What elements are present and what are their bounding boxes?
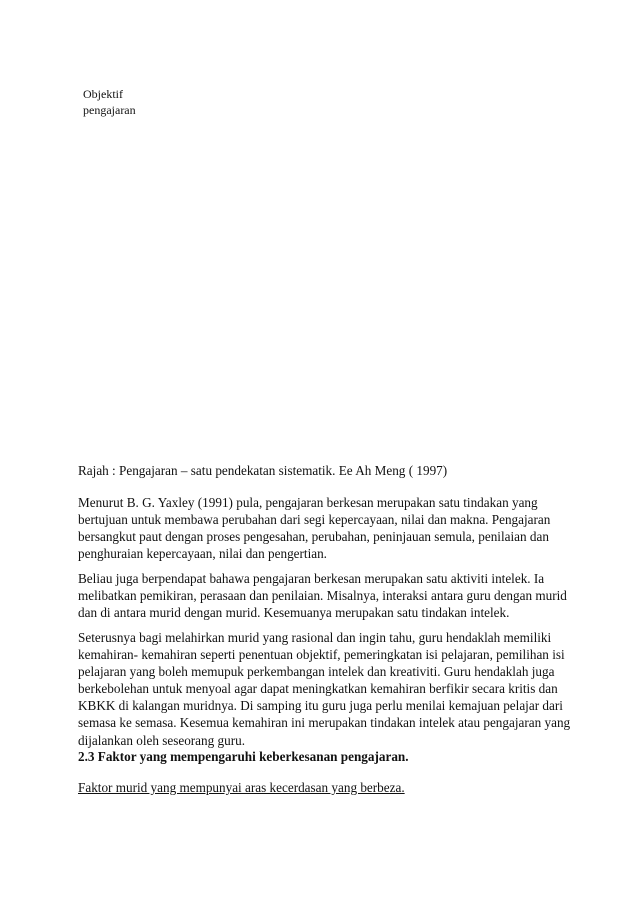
paragraph-line: pelajaran yang boleh memupuk perkembangan intelek dan kreativiti. Guru hendaklah juga [78,664,555,680]
diagram-area [78,80,558,450]
section-heading: 2.3 Faktor yang mempengaruhi keberkesanan pengajaran. [78,749,409,764]
paragraph-line: KBKK di kalangan muridnya. Di samping itu guru juga perlu menilai kemajuan pelajar dari [78,698,563,714]
paragraph-1 [78,494,568,562]
paragraph-line: penghuraian kepercayaan, nilai dan pengertian. [78,546,327,562]
figure-caption: Rajah : Pengajaran – satu pendekatan sistematik. Ee Ah Meng ( 1997) [78,463,448,478]
paragraph-line: kemahiran- kemahiran seperti penentuan objektif, pemeringkatan isi pelajaran, pemilihan isi [78,647,565,663]
paragraph-line: Seterusnya bagi melahirkan murid yang rasional dan ingin tahu, guru hendaklah memiliki [78,630,552,645]
diagram-label-line-2: pengajaran [83,103,136,117]
paragraph-line: Menurut B. G. Yaxley (1991) pula, pengajaran berkesan merupakan satu tindakan yang [78,495,538,510]
paragraph-line: berkebolehan untuk menyoal agar dapat meningkatkan kemahiran berfikir secara kritis dan [78,681,558,697]
paragraph-line: semasa ke semasa. Kesemua kemahiran ini merupakan tindakan intelek atau pengajaran yang [78,715,571,731]
subsection-heading: Faktor murid yang mempunyai aras kecerdasan yang berbeza. [78,780,405,795]
paragraph-2 [78,570,568,621]
paragraph-line: bersangkut paut dengan proses pengesahan, perubahan, peninjauan semula, penilaian dan [78,529,549,545]
paragraph-line: dijalankan oleh seseorang guru. [78,732,245,748]
paragraph-line: dan di antara murid dengan murid. Kesemuanya merupakan satu tindakan intelek. [78,605,510,621]
diagram-label-line-1: Objektif [83,87,123,101]
paragraph-line: melibatkan pemikiran, perasaan dan penilaian. Misalnya, interaksi antara guru dengan murid [78,588,567,604]
paragraph-3 [78,629,571,749]
diagram-label [83,86,136,118]
paragraph-line: Beliau juga berpendapat bahawa pengajaran berkesan merupakan satu aktiviti intelek. Ia [78,571,545,586]
paragraph-line: bertujuan untuk membawa perubahan dari segi kepercayaan, nilai dan makna. Pengajaran [78,512,551,528]
